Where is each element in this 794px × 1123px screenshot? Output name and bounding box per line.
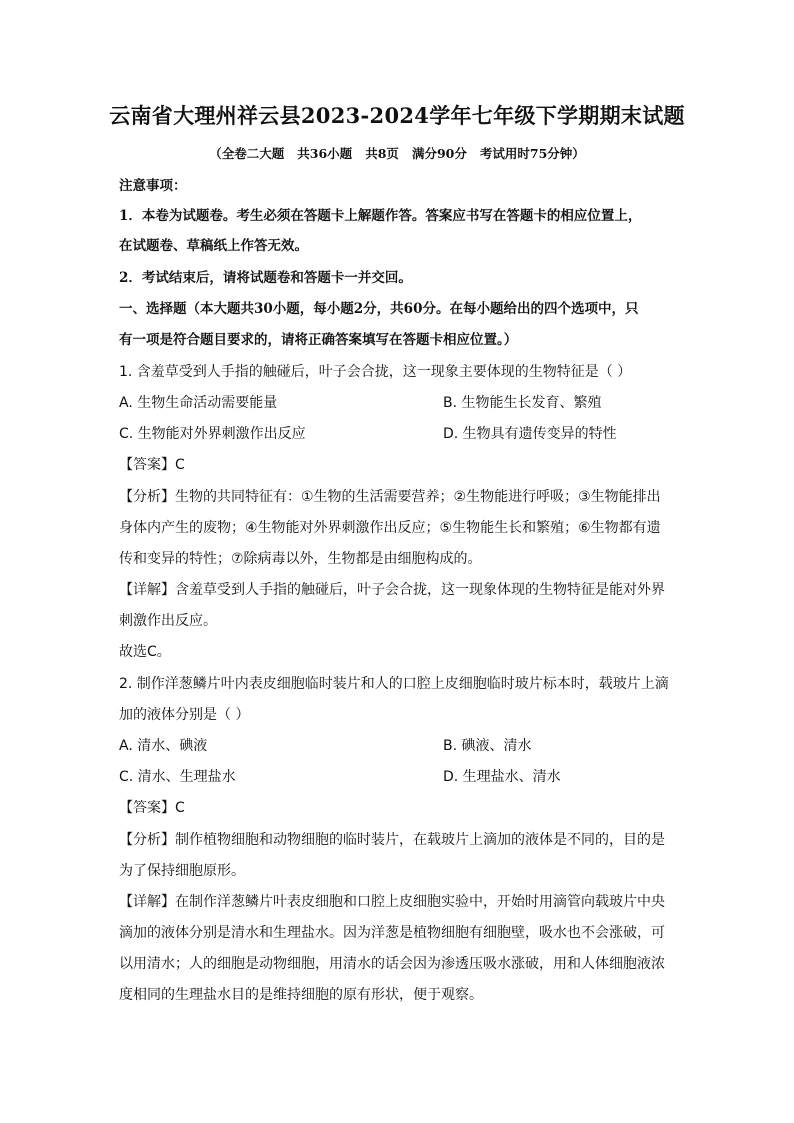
question-2-analysis: 【分析】制作植物细胞和动物细胞的临时装片，在载玻片上滴加的液体是不同的，目的是 [119,832,665,848]
question-1-analysis-cont: 传和变异的特性；⑦除病毒以外，生物都是由细胞构成的。 [119,551,482,567]
question-1-answer: 【答案】C [119,457,185,473]
question-2-stem-cont: 加的液体分别是（ ） [119,707,250,723]
notice-item-2: 2．考试结束后，请将试题卷和答题卡一并交回。 [119,270,412,286]
question-2-detail-cont: 以用清水；人的细胞是动物细胞，用清水的话会因为渗透压吸水涨破，用和人体细胞液浓 [119,956,665,972]
question-2-option-d: D. 生理盐水、清水 [443,769,561,785]
page-title: 云南省大理州祥云县2023-2024学年七年级下学期期末试题 [109,103,685,128]
question-2-option-b: B. 碘液、清水 [443,738,532,754]
question-2-detail-cont: 度相同的生理盐水目的是维持细胞的原有形状，便于观察。 [119,987,483,1003]
question-2-detail: 【详解】在制作洋葱鳞片叶表皮细胞和口腔上皮细胞实验中，开始时用滴管向载玻片中央 [119,894,665,910]
question-2-analysis-cont: 为了保持细胞原形。 [119,863,245,879]
notice-item-1: 1．本卷为试题卷。考生必须在答题卡上解题作答。答案应书写在答题卡的相应位置上， [119,208,642,224]
question-2-answer: 【答案】C [119,800,185,816]
section-heading-cont: 有一项是符合题目要求的，请将正确答案填写在答题卡相应位置。） [119,332,518,348]
question-1-detail-cont: 刺激作出反应。 [119,613,217,629]
exam-info: （全卷二大题 共36小题 共8页 满分90分 考试用时75分钟） [209,146,585,161]
question-1-analysis-cont: 身体内产生的废物；④生物能对外界刺激作出反应；⑤生物能生长和繁殖；⑥生物都有遗 [119,520,661,536]
question-2-option-a: A. 清水、碘液 [119,738,208,754]
question-1-option-c: C. 生物能对外界刺激作出反应 [119,426,306,442]
section-heading: 一、选择题（本大题共30小题，每小题2分，共60分。在每小题给出的四个选项中，只 [119,301,639,317]
question-1-option-a: A. 生物生命活动需要能量 [119,395,278,411]
question-1-analysis: 【分析】生物的共同特征有：①生物的生活需要营养；②生物能进行呼吸；③生物能排出 [119,489,661,505]
question-2-stem: 2. 制作洋葱鳞片叶内表皮细胞临时装片和人的口腔上皮细胞临时玻片标本时，载玻片上滴 [119,676,669,692]
question-1-stem: 1. 含羞草受到人手指的触碰后，叶子会合拢，这一现象主要体现的生物特征是（ ） [119,364,632,380]
question-2-option-c: C. 清水、生理盐水 [119,769,236,785]
question-2-detail-cont: 滴加的液体分别是清水和生理盐水。因为洋葱是植物细胞有细胞壁，吸水也不会涨破，可 [119,925,665,941]
notice-heading: 注意事项： [119,178,187,194]
question-1-detail: 【详解】含羞草受到人手指的触碰后，叶子会合拢，这一现象体现的生物特征是能对外界 [119,582,665,598]
question-1-conclusion: 故选C。 [119,644,171,660]
question-1-option-d: D. 生物具有遗传变异的特性 [443,426,617,442]
question-1-option-b: B. 生物能生长发育、繁殖 [443,395,602,411]
notice-item-1-cont: 在试题卷、草稿纸上作答无效。 [119,238,308,254]
